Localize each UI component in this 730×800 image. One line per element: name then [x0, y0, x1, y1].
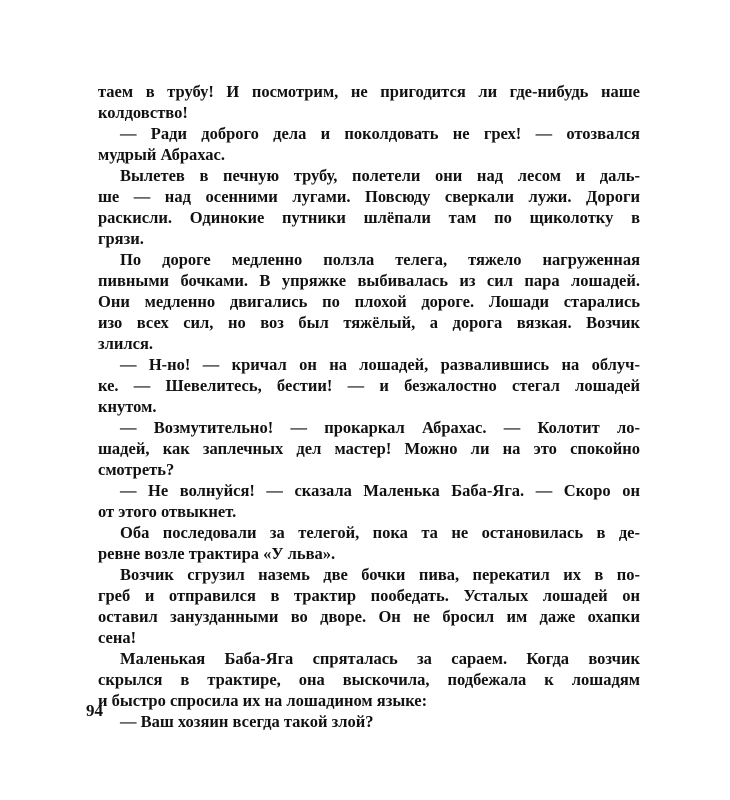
- body-text: [98, 81, 640, 732]
- text-line: пивными бочками. В упряжке выбивалась из сил пара лошадей.: [98, 271, 640, 290]
- text-line: — Ради доброго дела и поколдовать не грех! — отозвался: [120, 124, 640, 143]
- text-line: — Возмутительно! — прокаркал Абрахас. — Колотит ло-: [120, 418, 640, 437]
- text-line: ше — над осенними лугами. Повсюду сверкали лужи. Дороги: [98, 187, 640, 206]
- text-line: греб и отправился в трактир пообедать. Усталых лошадей он: [98, 586, 640, 605]
- text-line: от этого отвыкнет.: [98, 502, 237, 521]
- text-line: Они медленно двигались по плохой дороге. Лошади старались: [98, 292, 640, 311]
- text-line: — Н-но! — кричал он на лошадей, развалившись на облуч-: [120, 355, 640, 374]
- text-line: шадей, как заплечных дел мастер! Можно ли на это спокойно: [98, 439, 640, 458]
- text-line: Оба последовали за телегой, пока та не остановилась в де-: [120, 523, 640, 542]
- text-line: кнутом.: [98, 397, 157, 416]
- text-line: ке. — Шевелитесь, бестии! — и безжалостно стегал лошадей: [98, 376, 640, 395]
- text-line: мудрый Абрахас.: [98, 145, 225, 164]
- text-line: Вылетев в печную трубу, полетели они над лесом и даль-: [120, 166, 640, 185]
- text-line: Возчик сгрузил наземь две бочки пива, перекатил их в по-: [120, 565, 640, 584]
- text-line: колдовство!: [98, 103, 188, 122]
- text-line: Маленькая Баба-Яга спряталась за сараем. Когда возчик: [120, 649, 640, 668]
- text-line: — Не волнуйся! — сказала Маленька Баба-Яга. — Скоро он: [120, 481, 640, 500]
- text-line: раскисли. Одинокие путники шлёпали там по щиколотку в: [98, 208, 640, 227]
- text-line: — Ваш хозяин всегда такой злой?: [120, 712, 374, 731]
- text-line: таем в трубу! И посмотрим, не пригодится ли где-нибудь наше: [98, 82, 640, 101]
- text-line: грязи.: [98, 229, 144, 248]
- text-line: По дороге медленно ползла телега, тяжело нагруженная: [120, 250, 640, 269]
- text-line: смотреть?: [98, 460, 175, 479]
- text-line: изо всех сил, но воз был тяжёлый, а дорога вязкая. Возчик: [98, 313, 640, 332]
- text-line: ревне возле трактира «У льва».: [98, 544, 336, 563]
- text-line: злился.: [98, 334, 154, 353]
- text-line: сена!: [98, 628, 137, 647]
- text-line: оставил занузданными во дворе. Он не бросил им даже охапки: [98, 607, 640, 626]
- page-number: 94: [86, 701, 103, 720]
- text-line: скрылся в трактире, она выскочила, подбежала к лошадям: [98, 670, 640, 689]
- text-line: и быстро спросила их на лошадином языке:: [98, 691, 428, 710]
